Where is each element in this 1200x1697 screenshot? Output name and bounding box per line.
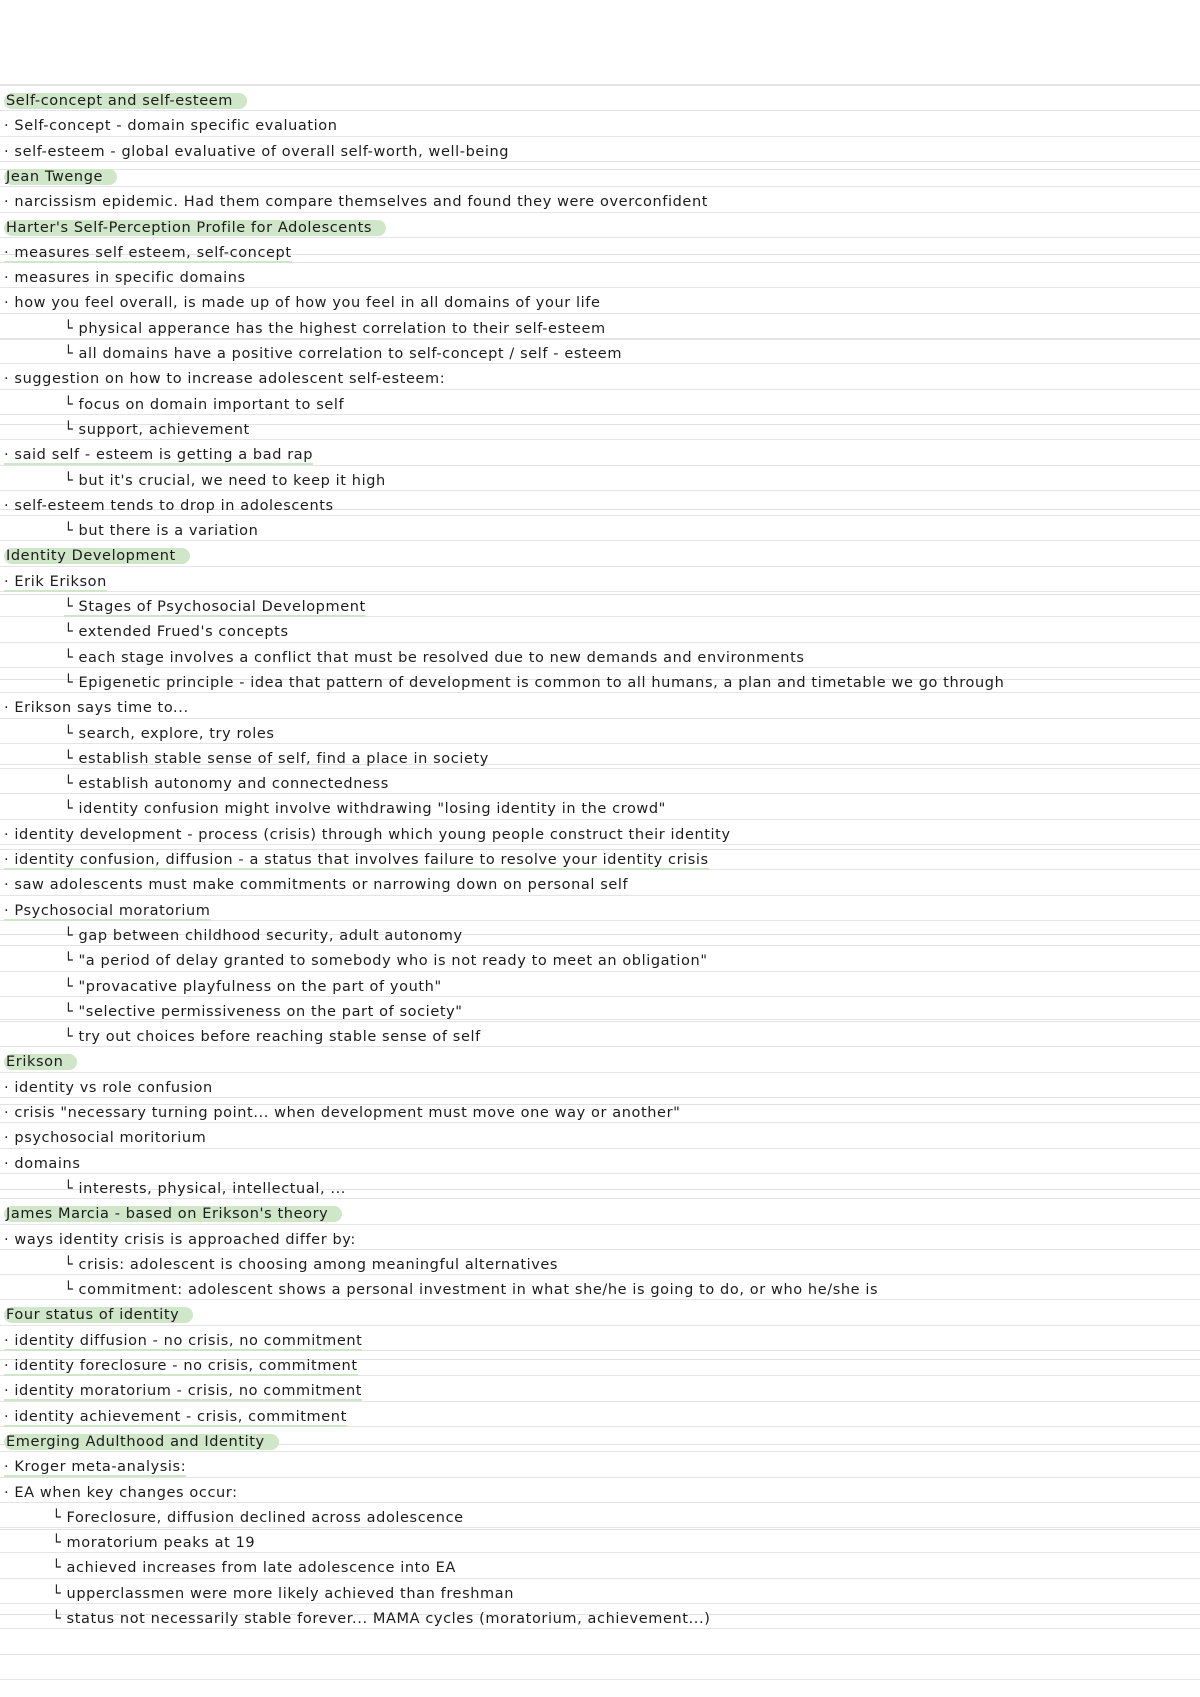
- bullet-point: [0, 140, 509, 164]
- note-text: James Marcia - based on Erikson's theory: [4, 1206, 342, 1222]
- sub-point: [0, 1506, 464, 1530]
- note-text: · Erik Erikson: [4, 573, 107, 590]
- note-text: · Erikson says time to...: [4, 700, 189, 717]
- note-text: └ Stages of Psychosocial Development: [64, 599, 366, 615]
- bullet-point: [0, 1228, 356, 1252]
- note-text: └ establish autonomy and connectedness: [64, 776, 389, 793]
- note-text: · suggestion on how to increase adolescent self-esteem:: [4, 371, 446, 388]
- sub-point: [0, 1253, 558, 1277]
- bullet-point: [0, 114, 338, 138]
- bullet-point: [0, 266, 246, 290]
- note-text: └ support, achievement: [64, 421, 250, 438]
- note-text: · identity confusion, diffusion - a status that involves failure to resolve your identity crisis: [4, 852, 709, 868]
- note-text: · how you feel overall, is made up of how you feel in all domains of your life: [4, 295, 601, 312]
- note-text: └ each stage involves a conflict that must be resolved due to new demands and environments: [64, 649, 805, 666]
- note-text: └ "provacative playfulness on the part of youth": [64, 978, 442, 995]
- sub-point: [0, 797, 666, 821]
- note-text: └ all domains have a positive correlation to self-concept / self - esteem: [64, 346, 623, 362]
- bullet-point: [0, 570, 107, 594]
- note-text: └ Epigenetic principle - idea that pattern of development is common to all humans, a plan and timetable we go through: [64, 674, 1005, 691]
- section-heading: [0, 216, 386, 240]
- note-text: └ focus on domain important to self: [64, 396, 345, 413]
- note-text: └ try out choices before reaching stable sense of self: [64, 1029, 481, 1046]
- note-text: · identity moratorium - crisis, no commitment: [4, 1383, 363, 1400]
- sub-point: [0, 1607, 710, 1631]
- note-text: Emerging Adulthood and Identity: [4, 1434, 279, 1450]
- bullet-point: [0, 1152, 80, 1176]
- note-text: └ establish stable sense of self, find a place in society: [64, 750, 489, 767]
- bullet-point: [0, 1354, 358, 1378]
- bullet-point: [0, 1481, 238, 1505]
- sub-point: [0, 1000, 463, 1024]
- note-text: · EA when key changes occur:: [4, 1484, 238, 1501]
- sub-point: [0, 317, 606, 341]
- note-text: · ways identity crisis is approached differ by:: [4, 1231, 356, 1248]
- note-text: └ identity confusion might involve withdrawing "losing identity in the crowd": [64, 801, 666, 818]
- section-heading: [0, 1050, 77, 1074]
- note-text: Identity Development: [4, 548, 190, 564]
- note-text: · measures in specific domains: [4, 270, 246, 287]
- note-text: Four status of identity: [4, 1307, 193, 1323]
- sub-point: [0, 620, 289, 644]
- note-text: · crisis "necessary turning point... when development must move one way or another": [4, 1105, 681, 1121]
- note-text: · identity diffusion - no crisis, no commitment: [4, 1332, 363, 1349]
- sub-point: [0, 924, 463, 948]
- sub-point: [0, 469, 386, 493]
- sub-point: [0, 722, 275, 746]
- sub-point: [0, 949, 708, 973]
- sub-point: [0, 772, 389, 796]
- bullet-point: [0, 1329, 362, 1353]
- note-text: · domains: [4, 1155, 81, 1172]
- note-text: Harter's Self-Perception Profile for Adolescents: [4, 220, 386, 236]
- sub-point: [0, 747, 489, 771]
- note-text: · narcissism epidemic. Had them compare themselves and found they were overconfident: [4, 194, 709, 211]
- note-text: Jean Twenge: [4, 169, 117, 185]
- sub-point: [0, 1177, 346, 1201]
- bullet-point: [0, 1379, 362, 1403]
- sub-point: [0, 1556, 456, 1580]
- sub-point: [0, 1531, 255, 1555]
- note-text: · psychosocial moritorium: [4, 1130, 207, 1147]
- note-text: · identity achievement - crisis, commitment: [4, 1408, 347, 1425]
- bullet-point: [0, 1076, 213, 1100]
- note-text: └ moratorium peaks at 19: [52, 1535, 256, 1552]
- bullet-point: [0, 696, 189, 720]
- note-text: Erikson: [4, 1054, 77, 1070]
- bullet-point: [0, 367, 445, 391]
- sub-point: [0, 1278, 878, 1302]
- note-text: └ search, explore, try roles: [64, 725, 275, 742]
- bullet-point: [0, 848, 709, 872]
- note-text: · self-esteem - global evaluative of overall self-worth, well-being: [4, 143, 510, 160]
- sub-point: [0, 342, 622, 366]
- note-text: └ crisis: adolescent is choosing among meaningful alternatives: [64, 1256, 559, 1273]
- sub-point: [0, 418, 250, 442]
- section-heading: [0, 1202, 342, 1226]
- note-text: · identity foreclosure - no crisis, commitment: [4, 1358, 358, 1374]
- sub-point: [0, 393, 344, 417]
- note-text: └ Foreclosure, diffusion declined across adolescence: [52, 1509, 464, 1526]
- bullet-point: [0, 190, 708, 214]
- note-text: └ physical apperance has the highest correlation to their self-esteem: [64, 320, 606, 337]
- bullet-point: [0, 1455, 186, 1479]
- bullet-point: [0, 494, 334, 518]
- bullet-point: [0, 443, 313, 467]
- section-heading: [0, 89, 247, 113]
- note-text: · identity development - process (crisis) through which young people construct their identity: [4, 826, 731, 843]
- note-text: · measures self esteem, self-concept: [4, 244, 292, 261]
- note-text: └ "a period of delay granted to somebody who is not ready to meet an obligation": [64, 953, 708, 970]
- note-text: · self-esteem tends to drop in adolescents: [4, 497, 334, 514]
- note-text: └ achieved increases from late adolescence into EA: [52, 1560, 456, 1577]
- sub-point: [0, 1582, 514, 1606]
- bullet-point: [0, 823, 731, 847]
- note-text: └ but there is a variation: [64, 523, 259, 540]
- bullet-point: [0, 899, 211, 923]
- bullet-point: [0, 1126, 206, 1150]
- note-text: └ extended Frued's concepts: [64, 624, 289, 641]
- bullet-point: [0, 1101, 680, 1125]
- note-text: · Psychosocial moratorium: [4, 902, 211, 919]
- bullet-point: [0, 1405, 347, 1429]
- note-text: └ upperclassmen were more likely achieved than freshman: [52, 1585, 515, 1602]
- note-text: · saw adolescents must make commitments or narrowing down on personal self: [4, 877, 629, 894]
- sub-point: [0, 1025, 481, 1049]
- note-text: · Self-concept - domain specific evaluation: [4, 118, 338, 135]
- bullet-point: [0, 241, 292, 265]
- note-text: · said self - esteem is getting a bad rap: [4, 447, 314, 464]
- sub-point: [0, 671, 1004, 695]
- note-text: · identity vs role confusion: [4, 1079, 213, 1096]
- note-text: └ status not necessarily stable forever... MAMA cycles (moratorium, achievement...): [52, 1611, 711, 1627]
- note-text: └ gap between childhood security, adult autonomy: [64, 927, 463, 944]
- section-heading: [0, 165, 117, 189]
- note-text: Self-concept and self-esteem: [4, 93, 247, 109]
- bullet-point: [0, 873, 628, 897]
- note-text: └ but it's crucial, we need to keep it high: [64, 472, 386, 489]
- note-text: · Kroger meta-analysis:: [4, 1459, 187, 1476]
- note-text: └ interests, physical, intellectual, ...: [64, 1180, 347, 1197]
- note-text: └ "selective permissiveness on the part of society": [64, 1003, 463, 1020]
- section-heading: [0, 1430, 279, 1454]
- note-text: └ commitment: adolescent shows a personal investment in what she/he is going to do, or who he/she is: [64, 1282, 879, 1299]
- sub-point: [0, 595, 366, 619]
- section-heading: [0, 544, 190, 568]
- bullet-point: [0, 291, 601, 315]
- sub-point: [0, 519, 258, 543]
- sub-point: [0, 975, 442, 999]
- sub-point: [0, 646, 805, 670]
- section-heading: [0, 1303, 193, 1327]
